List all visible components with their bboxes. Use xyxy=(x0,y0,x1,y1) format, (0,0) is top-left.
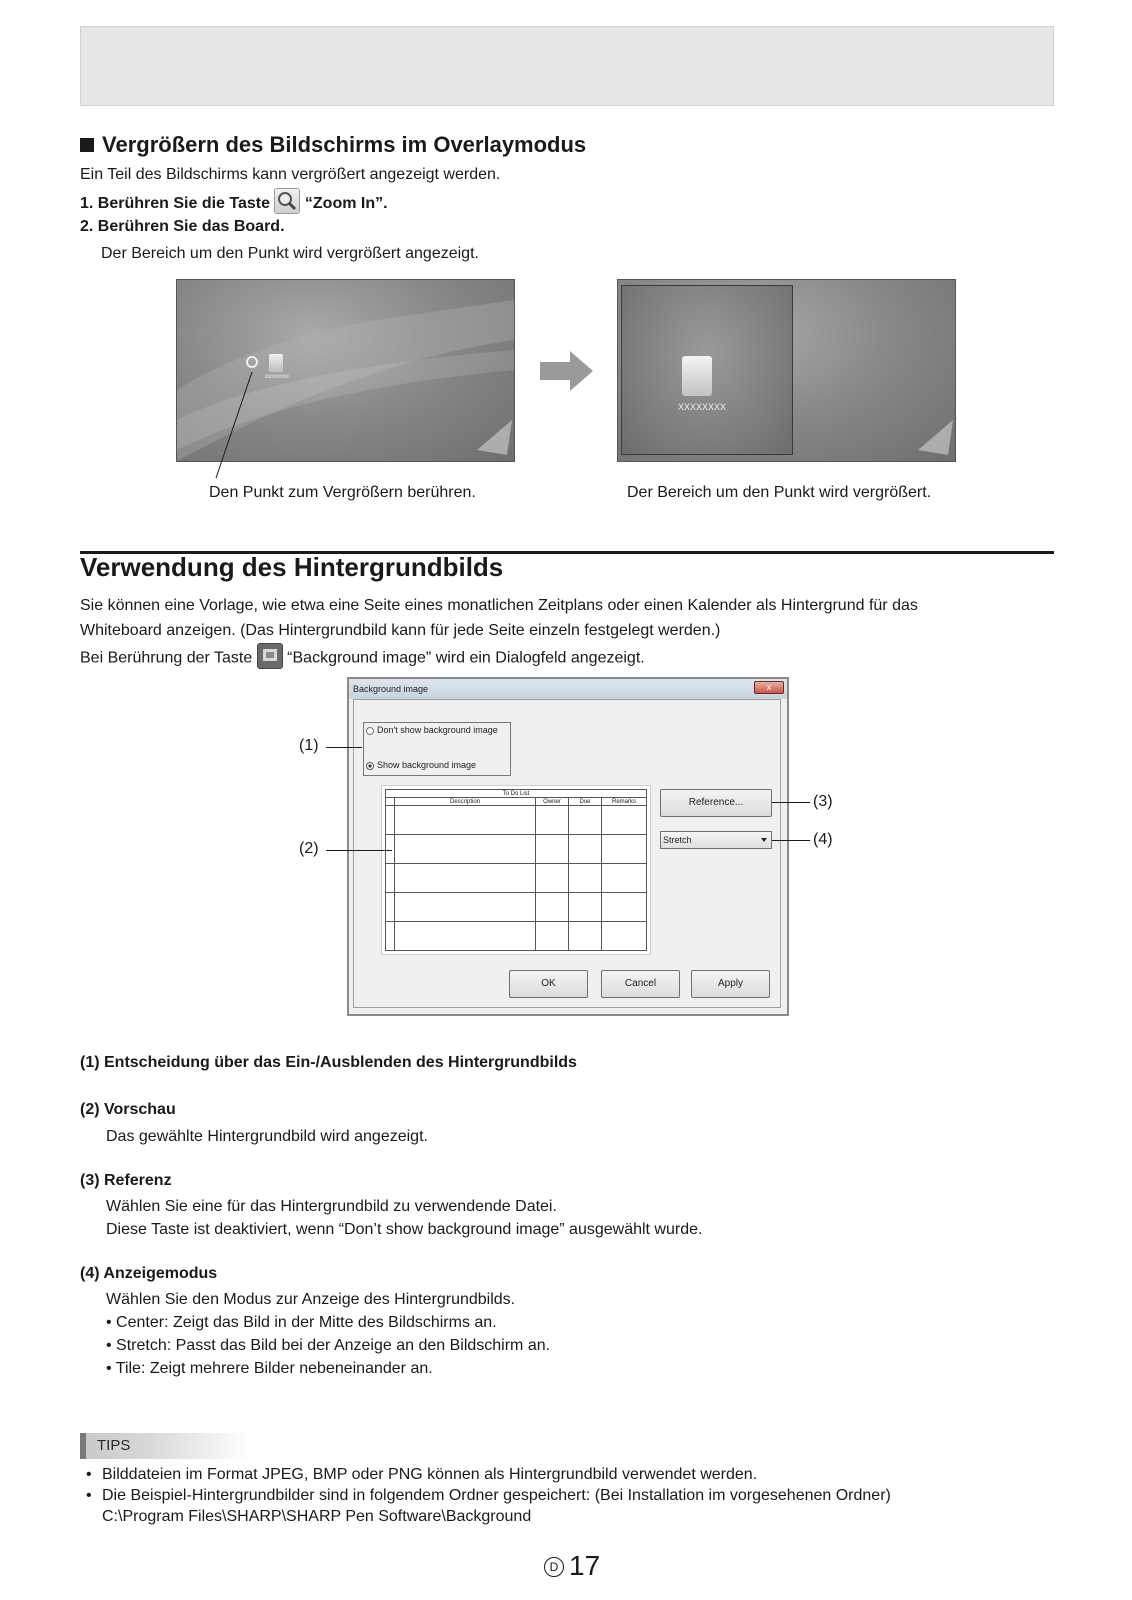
folder-icon-large xyxy=(682,356,712,396)
item-2-title: (2) Vorschau xyxy=(80,1101,176,1118)
callout-3-line xyxy=(772,802,810,803)
para1-line1: Sie können eine Vorlage, wie etwa eine Seite eines monatlichen Zeitplans oder einen Kalender als Hintergrund für das xyxy=(80,597,918,614)
right-arrow-icon xyxy=(540,351,594,391)
para1-line2: Whiteboard anzeigen. (Das Hintergrundbild kann für jede Seite einzeln festgelegt werden.) xyxy=(80,622,721,639)
zoom-window xyxy=(621,285,793,455)
preview-col xyxy=(386,798,395,806)
dialog-title: Background image xyxy=(353,684,429,694)
preview-todo-table xyxy=(385,789,647,951)
item-4-line: Wählen Sie den Modus zur Anzeige des Hintergrundbilds. xyxy=(106,1291,516,1308)
item-4-line: • Stretch: Passt das Bild bei der Anzeige an den Bildschirm an. xyxy=(106,1337,551,1354)
preview-col: Due xyxy=(569,798,602,806)
item-3-line: Diese Taste ist deaktiviert, wenn “Don’t show background image” ausgewählt wurde. xyxy=(106,1221,703,1238)
caption-right: Der Bereich um den Punkt wird vergrößert. xyxy=(627,484,932,501)
preview-col: Description xyxy=(395,798,536,806)
item-3-title: (3) Referenz xyxy=(80,1172,172,1189)
background-option-group xyxy=(363,722,511,776)
heading-square-icon xyxy=(80,138,94,152)
preview-col: Owner xyxy=(536,798,569,806)
callout-2: (2) xyxy=(299,840,319,857)
folder-label-small: xxxxxxxx xyxy=(265,374,289,380)
chevron-down-icon xyxy=(761,838,767,842)
ok-button[interactable]: OK xyxy=(509,970,588,998)
folder-icon xyxy=(269,354,283,372)
item-4-line: • Tile: Zeigt mehrere Bilder nebeneinander an. xyxy=(106,1360,433,1377)
caption-left: Den Punkt zum Vergrößern berühren. xyxy=(209,484,476,501)
callout-4-line xyxy=(772,840,810,841)
step-1: 1. Berühren Sie die Taste “Zoom In”. xyxy=(80,194,388,214)
section-heading-background: Verwendung des Hintergrundbilds xyxy=(80,552,504,582)
pointer-leader-line xyxy=(210,370,260,480)
apply-button[interactable]: Apply xyxy=(691,970,770,998)
zoom-in-icon xyxy=(274,188,300,214)
item-4-title: (4) Anzeigemodus xyxy=(80,1265,218,1282)
tips-bullet-mark: • xyxy=(86,1466,92,1483)
section-heading-zoom: Vergrößern des Bildschirms im Overlaymodus xyxy=(80,132,586,158)
language-badge: D xyxy=(544,1557,564,1577)
cancel-button[interactable]: Cancel xyxy=(601,970,680,998)
para2: Bei Berührung der Taste “Background image” wird ein Dialogfeld angezeigt. xyxy=(80,648,645,669)
display-mode-select[interactable] xyxy=(660,831,772,849)
dialog-close-button[interactable]: x xyxy=(754,681,784,694)
callout-2-line xyxy=(326,850,392,851)
callout-1: (1) xyxy=(299,737,319,754)
step-2-detail: Der Bereich um den Punkt wird vergrößert angezeigt. xyxy=(101,245,479,262)
display-mode-value: Stretch xyxy=(663,835,692,845)
item-1-title: (1) Entscheidung über das Ein-/Ausblenden des Hintergrundbilds xyxy=(80,1054,577,1071)
radio-dont-show-label: Don't show background image xyxy=(377,725,498,735)
dialog-titlebar xyxy=(349,679,787,699)
tips-marker xyxy=(80,1433,86,1459)
item-2-line: Das gewählte Hintergrundbild wird angezeigt. xyxy=(106,1128,428,1145)
step-2: 2. Berühren Sie das Board. xyxy=(80,218,285,235)
callout-1-line xyxy=(326,747,362,748)
preview-area xyxy=(381,785,651,955)
dialog-body xyxy=(353,699,781,1008)
reference-button[interactable]: Reference... xyxy=(660,789,772,817)
background-image-dialog xyxy=(347,677,789,1016)
item-4-line: • Center: Zeigt das Bild in der Mitte des Bildschirms an. xyxy=(106,1314,497,1331)
item-3-line: Wählen Sie eine für das Hintergrundbild zu verwendende Datei. xyxy=(106,1198,557,1215)
intro-text: Ein Teil des Bildschirms kann vergrößert angezeigt werden. xyxy=(80,166,501,183)
tips-bullet: Die Beispiel-Hintergrundbilder sind in folgendem Ordner gespeichert: (Bei Installation im vorgesehenen Ordner) xyxy=(102,1487,891,1504)
tips-path: C:\Program Files\SHARP\SHARP Pen Software\Background xyxy=(102,1508,532,1525)
radio-show-label: Show background image xyxy=(377,760,477,770)
radio-dont-show[interactable] xyxy=(366,727,374,735)
header-band xyxy=(80,26,1054,106)
callout-3: (3) xyxy=(813,793,833,810)
radio-show[interactable] xyxy=(366,762,374,770)
tips-bullet: Bilddateien im Format JPEG, BMP oder PNG können als Hintergrundbild verwendet werden. xyxy=(102,1466,758,1483)
preview-title: To Do List xyxy=(386,790,647,798)
background-image-icon xyxy=(257,643,283,669)
zoom-cursor-icon xyxy=(246,356,258,368)
page-number: 17 xyxy=(569,1550,601,1581)
tips-bullet-mark: • xyxy=(86,1487,92,1504)
folder-label-large: XXXXXXXX xyxy=(678,402,727,412)
callout-4: (4) xyxy=(813,831,833,848)
tips-label: TIPS xyxy=(97,1437,131,1454)
desktop-screenshot-after xyxy=(617,279,956,462)
preview-col: Remarks xyxy=(602,798,647,806)
